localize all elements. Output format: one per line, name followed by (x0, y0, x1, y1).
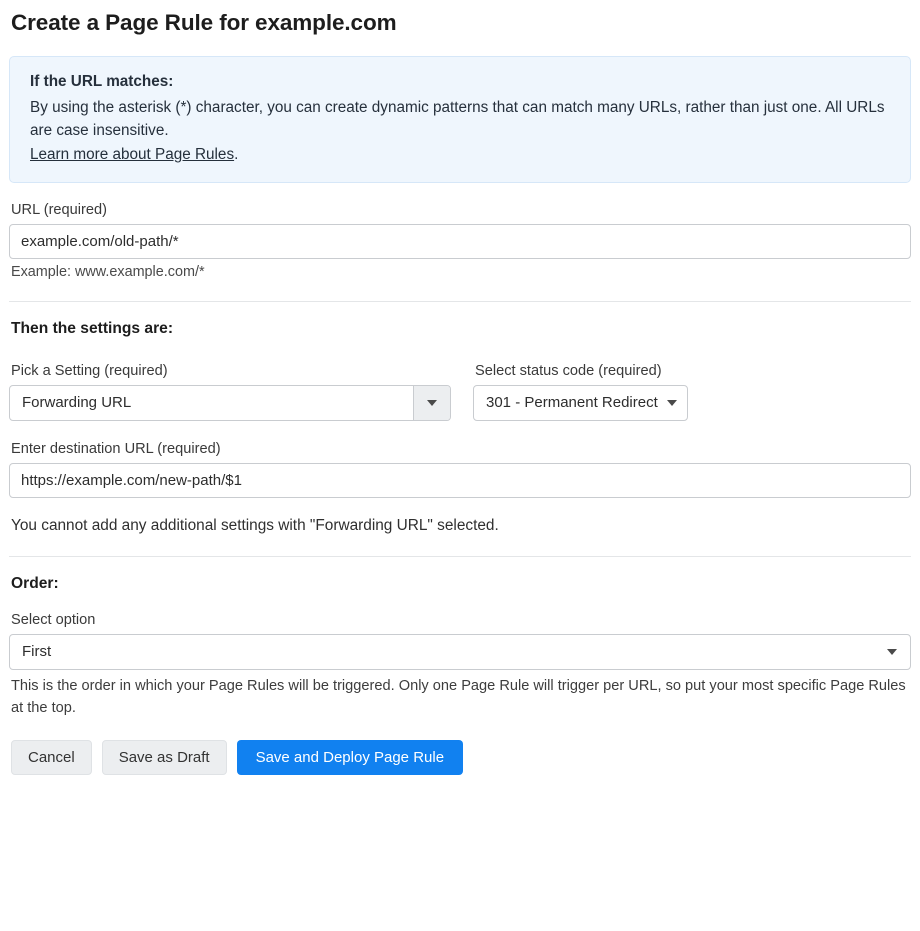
page-rule-form (0, 10, 920, 775)
page-title: Create a Page Rule for example.com (11, 10, 397, 35)
order-hint: This is the order in which your Page Rules will be triggered. Only one Page Rule will trigger per URL, so put your most specific Page Rules at the top. (11, 677, 906, 716)
info-box-link-line (30, 143, 890, 167)
settings-heading: Then the settings are: (11, 319, 174, 337)
chevron-down-icon (667, 400, 677, 406)
order-select-label: Select option (11, 611, 96, 628)
info-box-link-suffix: . (234, 146, 239, 164)
url-input[interactable] (9, 224, 911, 259)
setting-select-arrow-box[interactable] (413, 386, 450, 420)
learn-more-link[interactable]: Learn more about Page Rules (30, 146, 235, 164)
url-field-hint: Example: www.example.com/* (11, 263, 205, 280)
order-heading: Order: (11, 574, 59, 592)
chevron-down-icon (427, 400, 437, 406)
status-code-value: 301 - Permanent Redirect (486, 394, 658, 412)
order-select[interactable] (9, 634, 911, 670)
form-actions (9, 740, 911, 775)
destination-url-label: Enter destination URL (required) (11, 440, 221, 457)
setting-select-label: Pick a Setting (required) (11, 362, 168, 379)
chevron-down-icon (887, 649, 897, 655)
info-box-body: By using the asterisk (*) character, you can create dynamic patterns that can match many URLs, rather than just one. All URLs are case insensitive. (30, 98, 885, 140)
status-column (473, 344, 718, 421)
order-select-value: First (22, 643, 52, 661)
status-select-label: Select status code (required) (475, 362, 662, 379)
divider-settings (9, 301, 911, 302)
save-and-deploy-button[interactable]: Save and Deploy Page Rule (237, 740, 463, 775)
url-match-info-box (9, 56, 911, 183)
settings-row (9, 344, 911, 421)
save-as-draft-button[interactable]: Save as Draft (102, 740, 227, 775)
status-code-select[interactable] (473, 385, 688, 421)
url-field-label: URL (required) (11, 201, 107, 218)
cancel-button[interactable]: Cancel (11, 740, 92, 775)
info-box-heading: If the URL matches: (30, 73, 174, 90)
destination-url-input[interactable] (9, 463, 911, 498)
divider-order (9, 556, 911, 557)
forwarding-url-note: You cannot add any additional settings with "Forwarding URL" selected. (11, 516, 499, 534)
setting-column (9, 344, 451, 421)
setting-select[interactable] (9, 385, 451, 421)
setting-select-value: Forwarding URL (22, 394, 132, 412)
